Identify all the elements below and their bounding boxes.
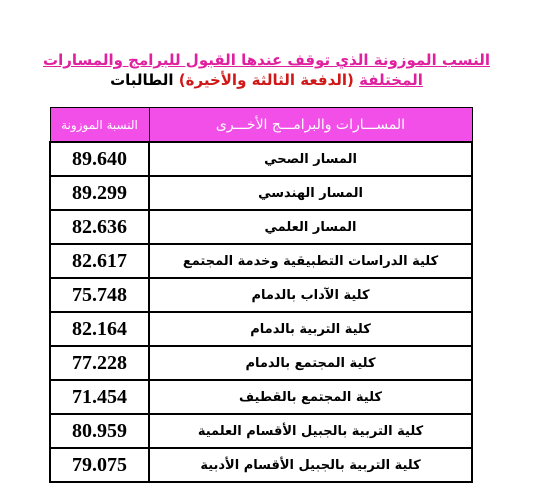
page-title	[0, 50, 533, 90]
title-line-1: النسب الموزونة الذي توقف عندها القبول للبرامج والمسارات	[43, 51, 490, 69]
table-row	[50, 448, 472, 482]
row-name: كلية المجتمع بالدمام	[149, 346, 472, 380]
results-table	[49, 107, 473, 483]
row-name: كلية المجتمع بالقطيف	[149, 380, 472, 414]
row-percent: 79.075	[50, 448, 149, 482]
table-row	[50, 346, 472, 380]
table-header-row	[50, 108, 472, 143]
table-row	[50, 278, 472, 312]
row-name: كلية التربية بالدمام	[149, 312, 472, 346]
table-row	[50, 244, 472, 278]
row-percent: 80.959	[50, 414, 149, 448]
column-header-name: المســـارات والبرامـــج الأخـــرى	[149, 108, 472, 143]
row-name: كلية التربية بالجبيل الأقسام العلمية	[149, 414, 472, 448]
row-name: كلية الآداب بالدمام	[149, 278, 472, 312]
table-row	[50, 312, 472, 346]
row-name: المسار الهندسي	[149, 176, 472, 210]
row-name: المسار العلمي	[149, 210, 472, 244]
row-name: كلية الدراسات التطبيقية وخدمة المجتمع	[149, 244, 472, 278]
row-name: المسار الصحي	[149, 142, 472, 176]
row-percent: 77.228	[50, 346, 149, 380]
table-row	[50, 142, 472, 176]
row-percent: 89.640	[50, 142, 149, 176]
table-row	[50, 380, 472, 414]
row-percent: 71.454	[50, 380, 149, 414]
table-row	[50, 414, 472, 448]
table-row	[50, 210, 472, 244]
row-name: كلية التربية بالجبيل الأقسام الأدبية	[149, 448, 472, 482]
row-percent: 75.748	[50, 278, 149, 312]
row-percent: 82.636	[50, 210, 149, 244]
title-line-2-batch: (الدفعة الثالثة والأخيرة)	[178, 71, 354, 89]
title-line-2-end: الطالبات	[110, 71, 174, 89]
row-percent: 89.299	[50, 176, 149, 210]
title-line-2	[0, 70, 533, 90]
column-header-percent: النسبة الموزونة	[50, 108, 149, 143]
row-percent: 82.617	[50, 244, 149, 278]
table-row	[50, 176, 472, 210]
title-line-2-underlined: المختلفة	[359, 71, 423, 89]
row-percent: 82.164	[50, 312, 149, 346]
